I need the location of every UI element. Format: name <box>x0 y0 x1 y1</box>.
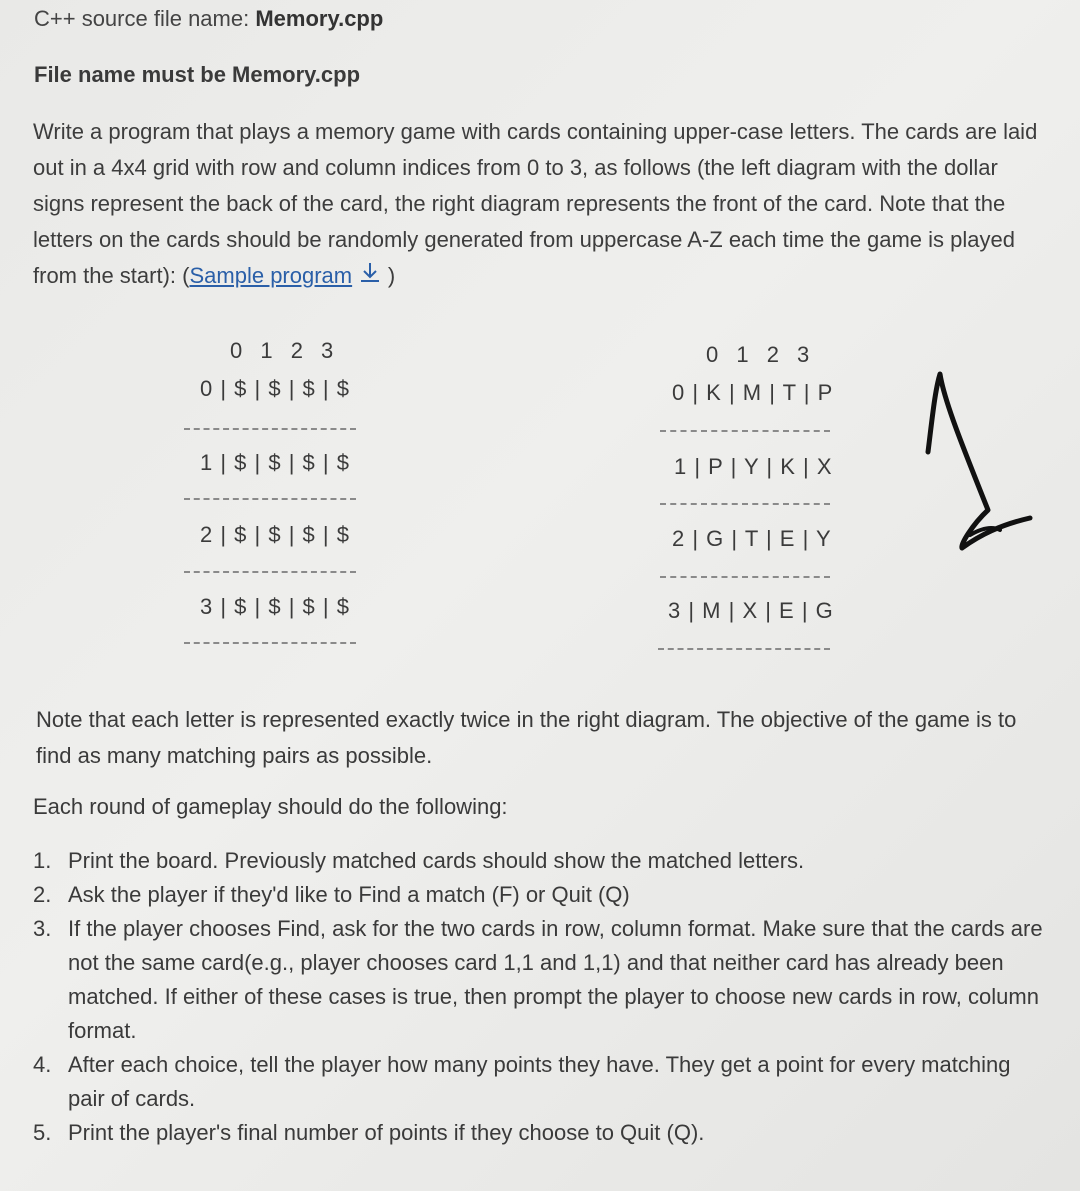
left-board-header: 0 1 2 3 <box>230 338 340 363</box>
right-board-row-2: 2 | G | T | E | Y <box>672 526 832 551</box>
left-board-row-0: 0 | $ | $ | $ | $ <box>200 376 350 401</box>
right-board-divider <box>660 430 830 432</box>
left-board-divider <box>184 498 356 500</box>
right-board-row-0: 0 | K | M | T | P <box>672 380 834 405</box>
right-board-divider <box>660 503 830 505</box>
steps-list <box>33 844 1043 1150</box>
intro-text: Write a program that plays a memory game with cards containing upper-case letters. The cards are laid out in a 4x4 grid with row and column indices from 0 to 3, as follows (the left diagram with the dollar signs represent the back of the card, the right diagram represents the front of the card. Note that the letters on the cards should be randomly generated from uppercase A-Z each time the game is played from the start): ( <box>33 119 1038 288</box>
left-board-divider <box>184 428 356 430</box>
right-board-header: 0 1 2 3 <box>706 342 816 367</box>
each-round-heading: Each round of gameplay should do the following: <box>33 794 508 819</box>
source-file-label: C++ source file name: <box>34 6 250 31</box>
sample-program-link[interactable]: Sample program <box>189 263 353 288</box>
right-board-row-3: 3 | M | X | E | G <box>668 598 834 623</box>
source-file-name: Memory.cpp <box>255 6 384 31</box>
right-board-row-1: 1 | P | Y | K | X <box>674 454 833 479</box>
file-name-requirement: File name must be Memory.cpp <box>34 62 361 87</box>
left-board-divider <box>184 642 356 644</box>
intro-paragraph <box>33 114 1053 295</box>
download-icon[interactable] <box>358 266 388 288</box>
source-file-line <box>34 6 383 32</box>
list-item: 2. Ask the player if they'd like to Find a match (F) or Quit (Q) <box>33 882 630 907</box>
left-board-row-2: 2 | $ | $ | $ | $ <box>200 522 350 547</box>
list-item: 5. Print the player's final number of points if they choose to Quit (Q). <box>33 1120 705 1145</box>
list-item: 3. If the player chooses Find, ask for the two cards in row, column format. Make sure that the cards are not the same card(e.g., player chooses card 1,1 and 1,1) and that neither card has already been matched. If either of these cases is true, then prompt the player to choose new cards in row, column format. <box>33 916 1043 1043</box>
list-item: 1. Print the board. Previously matched cards should show the matched letters. <box>33 848 805 873</box>
intro-link-suffix: ) <box>387 263 396 288</box>
left-board-row-1: 1 | $ | $ | $ | $ <box>200 450 350 475</box>
handwritten-arrow-scribble <box>910 360 1040 560</box>
right-board-divider <box>658 648 830 650</box>
note-paragraph: Note that each letter is represented exactly twice in the right diagram. The objective of the game is to find as many matching pairs as possible. <box>36 707 1017 768</box>
left-board-row-3: 3 | $ | $ | $ | $ <box>200 594 350 619</box>
list-item: 4. After each choice, tell the player how many points they have. They get a point for every matching pair of cards. <box>33 1052 1011 1111</box>
left-board-divider <box>184 571 356 573</box>
right-board-divider <box>660 576 830 578</box>
